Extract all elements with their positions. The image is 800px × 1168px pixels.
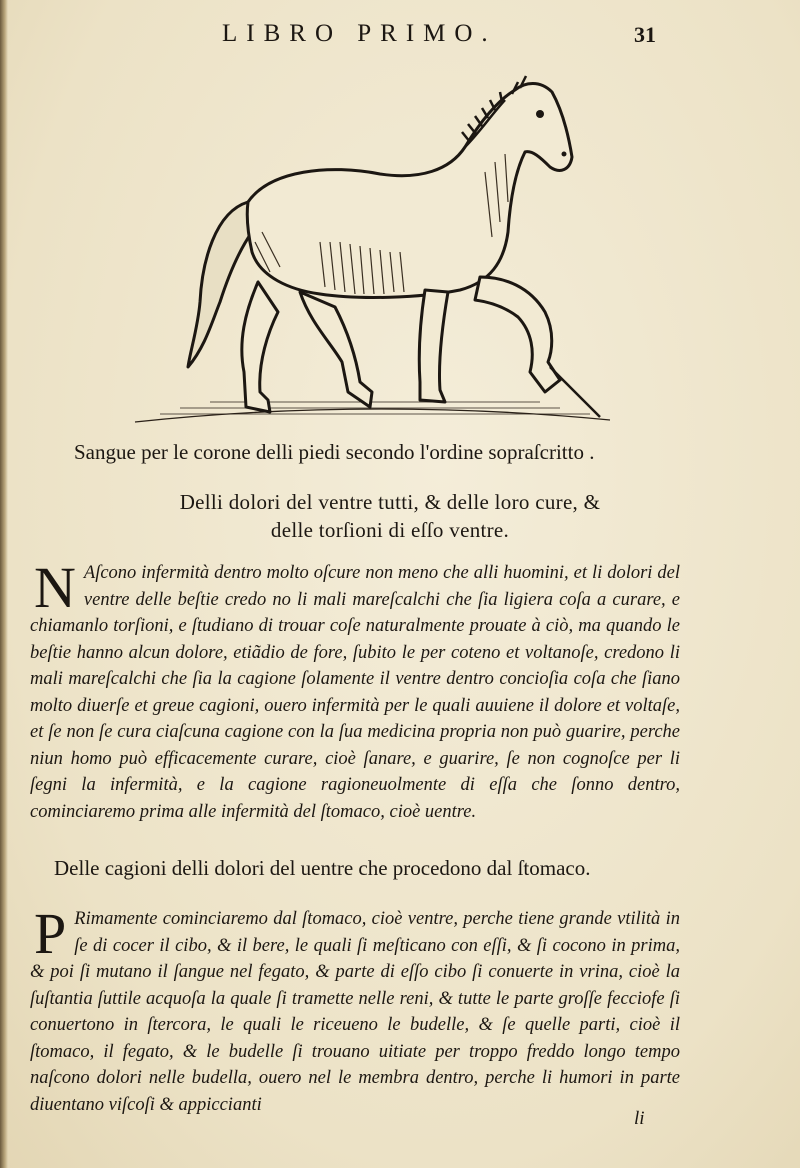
drop-cap-n: N [34, 555, 76, 620]
section-heading-cagioni: Delle cagioni delli dolori del uentre che procedono dal ſtomaco. [54, 856, 591, 880]
drop-cap-p: P [34, 901, 67, 966]
horse-woodcut-illustration [120, 62, 620, 432]
paragraph-stomaco [30, 901, 680, 1118]
heading-line-2: delle torſioni di eſſo ventre. [270, 518, 510, 542]
illustration-caption: Sangue per le corone delli piedi secondo l'ordine sopraſcritto . [74, 440, 595, 464]
paragraph-text: Aſcono infermità dentro molto oſcure non meno che alli huomini, et li dolori del ventre delle beſtie credo no li mali mareſcalchi che ſia ligiera coſa a curare, e chiamanlo torſioni, e ſtudiano di trouar coſe naturalmente prouate à ciò, ma quando le beſtie hanno alcun dolore, etiãdio de fore, ſubito le per coteno et voltanoſe, credono li mali mareſcalchi che ſia la cagione ſolamente il ventre dentro concioſia coſa che ſiano molto diuerſe et greue cagioni, ouero infermità per le quali auuiene il dolore et voltaſe, et ſe non ſe cura ciaſcuna cagione con la ſua medicina propria non può guarire, perche niun homo può efficacemente curare, cioè ſanare, e guarire, ſe non cognoſce per li ſegni la infermità, e la cagione ragioneuolmente di eſſa che ſonno dentro, cominciaremo prima alle infermità del ſtomaco, cioè uentre. [30, 563, 680, 822]
catchword: li [634, 1108, 645, 1129]
page-header [0, 18, 800, 54]
paragraph-infermita [30, 555, 680, 825]
page-binding-edge [0, 0, 8, 1168]
page-number: 31 [634, 22, 656, 47]
section-heading-dolori-ventre [130, 488, 650, 544]
running-head: LIBRO PRIMO. [222, 20, 497, 47]
paragraph-text: Rimamente cominciaremo dal ſtomaco, cioè ventre, perche tiene grande vtilità in ſe di cocer il cibo, & il bere, le quali ſi meſticano con eſſi, & ſi cocono in prima, & poi ſi mutano il ſangue nel fegato, & parte di eſſo cibo ſi conuerte in vrina, cioè la ſuſtantia ſuttile acquoſa la quale ſi tramette nelle reni, & tutte le parte groſſe fecciofe ſi conuertono in ſtercora, le quali le riceueno le budelle, & ſe quelle parti, cioè il ſtomaco, il fegato, & le budelle ſi trouano uitiate per troppo freddo longo tempo naſcono dolori nelle budella, ouero nel le membra dentro, perche li humori in parte diuentano viſcoſi & appiccianti [30, 909, 680, 1115]
heading-line-1: Delli dolori del ventre tutti, & delle loro cure, & [179, 490, 601, 514]
